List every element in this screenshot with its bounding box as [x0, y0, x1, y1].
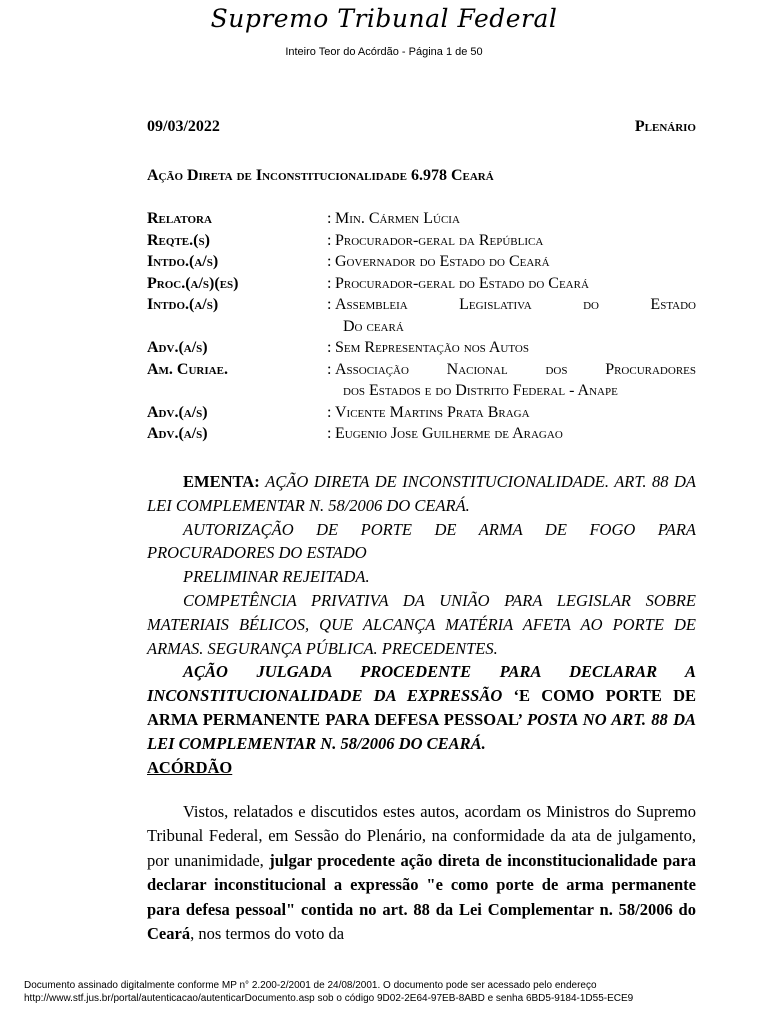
party-value-continuation: dos Estados e do Distrito Federal - Anape [343, 382, 618, 399]
party-row-continuation [147, 380, 696, 402]
parties-list [147, 208, 696, 445]
party-role: Adv.(a/s) [147, 403, 208, 421]
party-role: Intdo.(a/s) [147, 296, 219, 313]
session-name: Plenário [634, 118, 696, 135]
party-value: Procurador-geral do Estado do Ceará [335, 274, 589, 292]
ementa-text: PRELIMINAR REJEITADA. [183, 567, 370, 587]
party-row: Adv.(a/s) : Eugenio Jose Guilherme de Aragao [147, 423, 696, 445]
acordao-text: Vistos, relatados e discutidos estes autos, acordam os Ministros do Supremo Tribunal Federal, em Sessão do Plenário, na conformidade da ata de julgamento, por unanimidade, [147, 802, 696, 870]
party-row: Intdo.(a/s) : Governador do Estado do Ceará [147, 251, 696, 273]
party-value: Procurador-geral da República [335, 231, 544, 249]
ementa-paragraph [147, 565, 696, 589]
party-role: Relatora [147, 210, 212, 227]
ementa-text: COMPETÊNCIA PRIVATIVA DA UNIÃO PARA LEGISLAR SOBRE MATERIAIS BÉLICOS, QUE ALCANÇA MATÉRIA AFETA AO PORTE DE ARMAS. SEGURANÇA PÚBLICA. PRECEDENTES. [147, 590, 696, 658]
ementa-text: POSTA NO ART. 88 DA LEI COMPLEMENTAR N. 58/2006 DO CEARÁ. [147, 709, 696, 753]
party-value: Governador do Estado do Ceará [335, 253, 550, 270]
party-role: Am. Curiae. [147, 360, 228, 378]
acordao-text: , nos termos do voto da [190, 924, 345, 944]
court-name: Supremo Tribunal Federal [210, 4, 558, 33]
acordao-title: ACÓRDÃO [147, 757, 233, 777]
footer-line-url: http://www.stf.jus.br/portal/autenticacao/autenticarDocumento.asp sob o código 9D02-2E64-97EB-8ABD e senha 6BD5-9184-1D55-ECE9 [24, 992, 634, 1004]
ementa-section [147, 470, 696, 779]
ementa-label: EMENTA: [183, 472, 260, 491]
party-value: Vicente Martins Prata Braga [335, 403, 530, 421]
action-title: Ação Direta de Inconstitucionalidade 6.978 Ceará [147, 167, 494, 184]
ementa-text: AÇÃO JULGADA PROCEDENTE PARA DECLARAR A INCONSTITUCIONALIDADE DA EXPRESSÃO [147, 662, 696, 706]
signature-footer [24, 980, 754, 1005]
party-value-continuation: Do ceará [343, 317, 404, 335]
ementa-text: AUTORIZAÇÃO DE PORTE DE ARMA DE FOGO PARA PROCURADORES DO ESTADO [147, 519, 696, 563]
party-row: Intdo.(a/s) : Assembleia Legislativa do Estado [147, 294, 696, 316]
party-value: Eugenio Jose Guilherme de Aragao [335, 425, 563, 442]
party-row: Proc.(a/s)(es) : Procurador-geral do Estado do Ceará [147, 273, 696, 295]
ementa-paragraph [147, 589, 696, 660]
party-row: Adv.(a/s) : Vicente Martins Prata Braga [147, 402, 696, 424]
party-role: Adv.(a/s) [147, 339, 208, 356]
acordao-decision: julgar procedente ação direta de inconstitucionalidade para declarar inconstitucional a expressão "e como porte de arma permanente para defesa pessoal" contida no art. 88 da Lei Complementar n. 58/2006 do Ceará [147, 850, 696, 944]
ementa-paragraph [147, 470, 696, 518]
ementa-quoted-expression: ‘E COMO PORTE DE ARMA PERMANENTE PARA DEFESA PESSOAL’ [147, 686, 696, 729]
party-row-continuation [147, 316, 696, 338]
party-value: Sem Representação nos Autos [335, 339, 529, 356]
party-value: Min. Cármen Lúcia [335, 210, 460, 227]
party-row: Am. Curiae. : Associação Nacional dos Procuradores [147, 359, 696, 381]
party-role: Intdo.(a/s) [147, 253, 219, 270]
party-row: Adv.(a/s) : Sem Representação nos Autos [147, 337, 696, 359]
acordao-body [147, 800, 696, 946]
party-value: Assembleia Legislativa do Estado [335, 296, 696, 313]
party-row: Relatora : Min. Cármen Lúcia [147, 208, 696, 230]
party-role: Proc.(a/s)(es) [147, 274, 239, 292]
ementa-paragraph [147, 660, 696, 755]
acordao-paragraph [147, 800, 696, 946]
footer-line: Documento assinado digitalmente conforme MP n° 2.200-2/2001 de 24/08/2001. O documento pode ser acessado pelo endereço [24, 980, 597, 991]
party-value: Associação Nacional dos Procuradores [335, 360, 696, 378]
ementa-text: AÇÃO DIRETA DE INCONSTITUCIONALIDADE. ART. 88 DA LEI COMPLEMENTAR N. 58/2006 DO CEARÁ. [147, 472, 697, 515]
party-row: Reqte.(s) : Procurador-geral da República [147, 230, 696, 252]
date-row [147, 118, 696, 136]
ementa-paragraph [147, 518, 696, 566]
party-role: Reqte.(s) [147, 231, 210, 249]
page-info: Inteiro Teor do Acórdão - Página 1 de 50 [285, 46, 483, 58]
judgment-date: 09/03/2022 [147, 118, 220, 135]
party-role: Adv.(a/s) [147, 425, 208, 442]
